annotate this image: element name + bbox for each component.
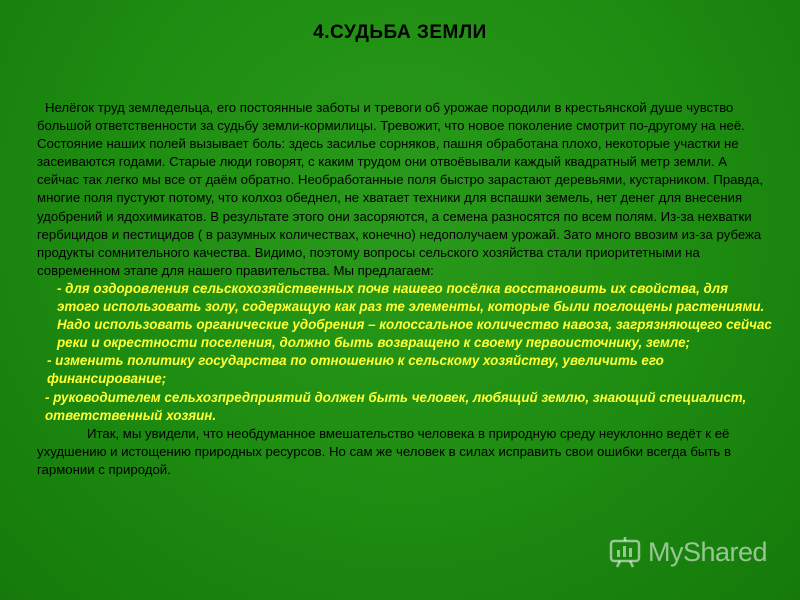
- proposals-list: [37, 280, 772, 425]
- proposal-item-leadership: - руководителем сельхозпредприятий должен быть человек, любящий землю, знающий специалист, ответственный хозяин.: [45, 389, 747, 423]
- slide-body: [37, 99, 772, 479]
- slide-title: 4.СУДЬБА ЗЕМЛИ: [313, 22, 487, 43]
- proposal-item-soil: - для оздоровления сельскохозяйственных почв нашего посёлка восстановить их свойства, для этого использовать золу, содержащую как раз те элементы, которые были поглощены растениями. Надо использовать органические удобрения – колоссальное количество навоза, загрязняющего сейчас реки и окрестности поселения, должно быть возвращено к своему первоисточнику, земле;: [57, 280, 772, 351]
- intro-paragraph: Нелёгок труд земледельца, его постоянные заботы и тревоги об урожае породили в крестьянской душе чувство большой ответственности за судьбу земли-кормилицы. Тревожит, что новое поколение смотрит по-другому на неё. Состояние наших полей вызывает боль: здесь засилье сорняков, пашня обработана плохо, некоторые участки не засеиваются годами. Старые люди говорят, с каким трудом они отвоёвывали каждый квадратный метр земли. А сейчас так легко мы все от даём обратно. Необработанные поля быстро зарастают деревьями, кустарником. Правда, многие поля пустуют потому, что колхоз обеднел, не хватает техники для вспашки земель, нет денег для внесения удобрений и ядохимикатов. В результате этого они засоряются, а семена разносятся по всем полям. Из-за нехватки гербицидов и пестицидов ( в разумных количествах, конечно) недополучаем урожай. Зато много ввозим из-за рубежа продукты сомнительного качества. Видимо, поэтому вопросы сельского хозяйства стали приоритетными на современном этапе для нашего правительства. Мы предлагаем:: [37, 100, 764, 278]
- proposal-item-policy: - изменить политику государства по отношению к сельскому хозяйству, увеличить его финансирование;: [47, 353, 664, 387]
- myshared-watermark: [608, 535, 767, 569]
- conclusion-paragraph: Итак, мы увидели, что необдуманное вмешательство человека в природную среду неуклонно ведёт к её ухудшению и истощению природных ресурсов. Но сам же человек в силах исправить свои ошибки всегда быть в гармонии с природой.: [37, 425, 731, 477]
- presentation-board-icon: [608, 535, 642, 569]
- watermark-text: MyShared: [648, 536, 768, 567]
